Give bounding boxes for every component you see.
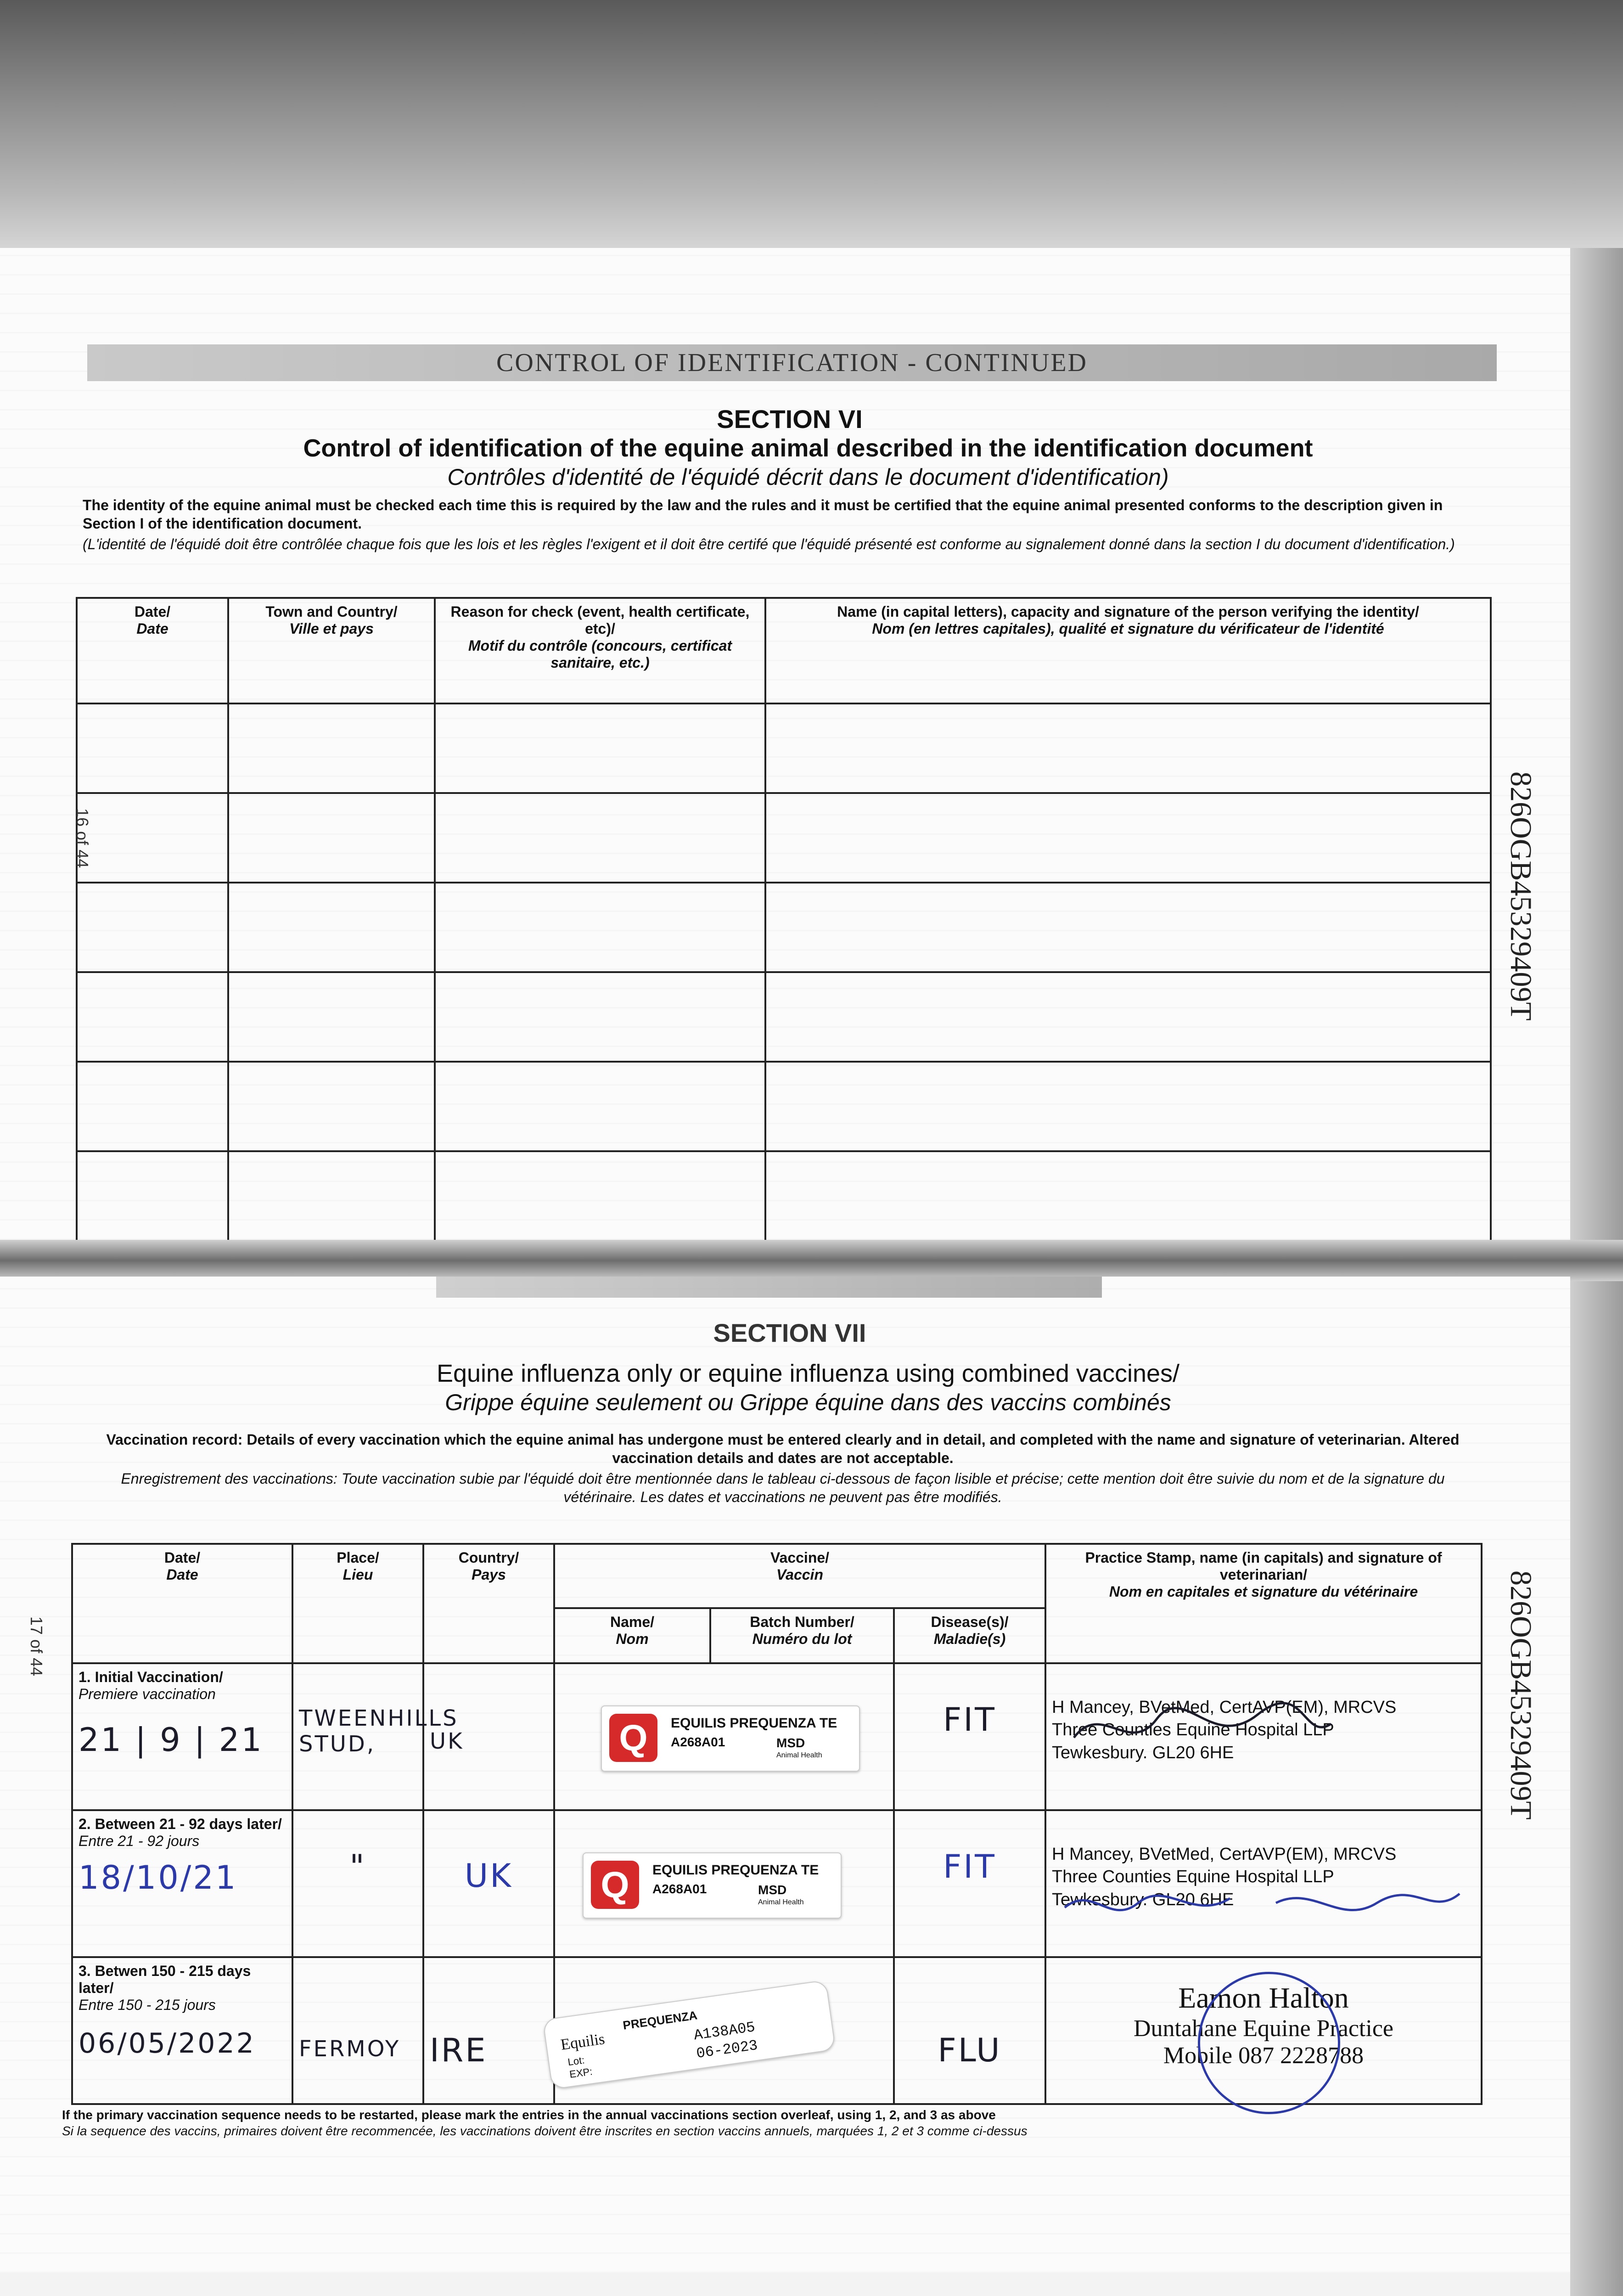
stamp-line: H Mancey, BVetMed, CertAVP(EM), MRCVS: [1052, 1698, 1397, 1717]
vaccination-row-2: [72, 1810, 1482, 1957]
vet-signature: [1056, 1875, 1469, 1940]
table-header-row: [72, 1544, 1482, 1608]
page-banner-faded: [436, 1277, 1102, 1298]
stamp-line: Three Counties Equine Hospital LLP: [1052, 1720, 1334, 1740]
sticker-exp: 06-2023: [695, 2037, 759, 2063]
col-date: Date/: [134, 603, 171, 620]
col-place-fr: Lieu: [343, 1566, 373, 1583]
col-disease-fr: Maladie(s): [933, 1631, 1006, 1647]
vaccination-country: UK: [464, 1857, 513, 1895]
col-date-fr: Date: [136, 620, 168, 637]
sticker-brand-sub: Animal Health: [776, 1751, 822, 1759]
col-date-fr: Date: [166, 1566, 198, 1583]
row-label-fr: Entre 21 - 92 jours: [79, 1833, 200, 1849]
intro-text: Vaccination record: Details of every vaccination which the equine animal has undergone must be entered clearly and in detail, and completed with the name and signature of veterinarian. Altered vaccination details and dates are not acceptable.: [106, 1431, 1460, 1466]
section-heading: Equine influenza only or equine influenza using combined vaccines/: [436, 1360, 1180, 1387]
sticker-brand-small: Equilis: [559, 2030, 606, 2054]
page-number: 16 of 44: [73, 808, 92, 868]
sticker-vaccine-name: PREQUENZA: [622, 2008, 698, 2032]
table-row: [77, 703, 1491, 793]
passport-code: 826OGB45329409T: [1504, 1570, 1538, 1820]
col-town-fr: Ville et pays: [289, 620, 374, 637]
col-vaccine-name-fr: Nom: [616, 1631, 649, 1647]
col-country: Country/: [458, 1549, 519, 1566]
section-heading: Control of identification of the equine animal described in the identification document: [303, 434, 1313, 462]
sticker-brand: MSD: [758, 1883, 787, 1897]
scan-shadow-top: [0, 0, 1623, 257]
intro-text: The identity of the equine animal must be checked each time this is required by the law and the rules and it must be certified that the equine animal presented conforms to the description given in Section I of the identification document.: [83, 497, 1443, 532]
vet-stamp-practice: Duntahane Equine Practice: [1134, 2015, 1393, 2042]
intro-text-fr: (L'identité de l'équidé doit être contrôlée chaque fois que les lois et les règles l'exigent et il doit être certifé que l'équidé présenté est conforme au signalement donné dans la section I du document d'identification.): [83, 536, 1455, 552]
stamp-line: H Mancey, BVetMed, CertAVP(EM), MRCVS: [1052, 1845, 1397, 1864]
table-row: [77, 793, 1491, 883]
vaccination-country: IRE: [430, 2032, 488, 2069]
col-date: Date/: [164, 1549, 201, 1566]
table-header-row: [77, 598, 1491, 703]
vaccine-sticker: [583, 1852, 842, 1919]
sticker-lot-label: Lot:: [567, 2054, 585, 2068]
col-name: Name (in capital letters), capacity and signature of the person verifying the identity/: [837, 603, 1419, 620]
vaccine-disease: FIT: [943, 1848, 996, 1885]
vaccination-country: UK: [430, 1728, 464, 1754]
sticker-batch: A268A01: [671, 1735, 725, 1749]
row-label-fr: Entre 150 - 215 jours: [79, 1997, 216, 2013]
vet-stamp-name: Eamon Halton: [1178, 1981, 1349, 2014]
vaccination-date: 21 | 9 | 21: [79, 1721, 264, 1759]
q-logo-icon: Q: [591, 1861, 639, 1909]
section-heading-fr: Grippe équine seulement ou Grippe équine dans des vaccins combinés: [445, 1390, 1171, 1415]
footnote: If the primary vaccination sequence needs to be restarted, please mark the entries in the annual vaccinations section overleaf, using 1, 2, and 3 as above: [62, 2108, 996, 2122]
table-row: [77, 883, 1491, 972]
vaccination-place: FERMOY: [299, 2036, 401, 2062]
page-fold: [0, 1240, 1623, 1281]
col-practice-fr: Nom en capitales et signature du vétérinaire: [1109, 1583, 1418, 1600]
vaccine-sticker: [601, 1705, 860, 1772]
vaccine-disease: FLU: [938, 2032, 1002, 2069]
vaccination-place: ": [349, 1848, 366, 1885]
vaccination-table: [71, 1543, 1483, 2105]
col-reason: Reason for check (event, health certificate, etc)/: [450, 603, 750, 637]
row-label: 1. Initial Vaccination/: [79, 1669, 223, 1685]
vaccination-date: 06/05/2022: [79, 2027, 256, 2060]
stamp-line: Three Counties Equine Hospital LLP: [1052, 1867, 1334, 1887]
row-label-fr: Premiere vaccination: [79, 1686, 216, 1702]
footnote-fr: Si la sequence des vaccins, primaires doivent être recommencée, les vaccinations doivent être inscrites en section vaccins annuels, marquées 1, 2 et 3 comme ci-dessus: [62, 2124, 1028, 2138]
sticker-exp-label: EXP:: [568, 2065, 593, 2080]
col-batch: Batch Number/: [750, 1614, 854, 1630]
row-label: 3. Betwen 150 - 215 days later/: [79, 1963, 251, 1996]
section-title: SECTION VII: [713, 1318, 866, 1347]
page-number: 17 of 44: [27, 1616, 46, 1677]
section-heading-fr: Contrôles d'identité de l'équidé décrit dans le document d'identification): [447, 464, 1169, 490]
sticker-vaccine-name: EQUILIS PREQUENZA TE: [671, 1716, 837, 1731]
vaccine-disease: FIT: [943, 1701, 996, 1739]
table-row: [77, 1151, 1491, 1241]
sticker-vaccine-name: EQUILIS PREQUENZA TE: [652, 1863, 819, 1878]
row-label: 2. Between 21 - 92 days later/: [79, 1816, 282, 1832]
q-logo-icon: Q: [609, 1714, 657, 1762]
vet-signature: [1198, 1972, 1340, 2114]
intro-text-fr: Enregistrement des vaccinations: Toute vaccination subie par l'équidé doit être mentionnée dans le tableau ci-dessous de façon lisible et précise; cette mention doit être suivie du nom et de la signature du vétérinaire. Les dates et vaccinations ne peuvent pas être modifiés.: [121, 1470, 1445, 1505]
section-title: SECTION VI: [717, 405, 863, 433]
vaccination-place: TWEENHILLS STUD,: [299, 1705, 459, 1757]
col-name-fr: Nom (en lettres capitales), qualité et signature du vérificateur de l'identité: [872, 620, 1384, 637]
stamp-line: Tewkesbury. GL20 6HE: [1052, 1743, 1234, 1762]
sticker-brand: MSD: [776, 1736, 805, 1750]
vet-stamp-phone: Mobile 087 2228788: [1163, 2043, 1364, 2069]
col-batch-fr: Numéro du lot: [752, 1631, 852, 1647]
table-row: [77, 972, 1491, 1062]
page-banner: CONTROL OF IDENTIFICATION - CONTINUED: [87, 344, 1497, 381]
col-country-fr: Pays: [472, 1566, 506, 1583]
vet-signature: [1065, 1683, 1340, 1774]
vaccination-row-3: [72, 1957, 1482, 2104]
col-vaccine-fr: Vaccin: [776, 1566, 823, 1583]
stamp-line: Tewkesbury. GL20 6HE: [1052, 1890, 1234, 1909]
table-row: [77, 1062, 1491, 1151]
col-place: Place/: [337, 1549, 379, 1566]
vaccine-sticker: [542, 1980, 836, 2089]
identity-check-table: [76, 597, 1492, 1242]
col-town: Town and Country/: [265, 603, 398, 620]
col-vaccine: Vaccine/: [770, 1549, 830, 1566]
col-practice: Practice Stamp, name (in capitals) and signature of veterinarian/: [1085, 1549, 1442, 1583]
col-reason-fr: Motif du contrôle (concours, certificat sanitaire, etc.): [468, 637, 732, 671]
sticker-lot: A138A05: [692, 2019, 757, 2044]
col-vaccine-name: Name/: [610, 1614, 655, 1630]
vaccination-date: 18/10/21: [79, 1859, 238, 1896]
sticker-brand-sub: Animal Health: [758, 1898, 804, 1906]
passport-code: 826OGB45329409T: [1504, 771, 1538, 1021]
sticker-batch: A268A01: [652, 1882, 707, 1896]
vaccination-row-1: [72, 1663, 1482, 1810]
col-disease: Disease(s)/: [931, 1614, 1009, 1630]
